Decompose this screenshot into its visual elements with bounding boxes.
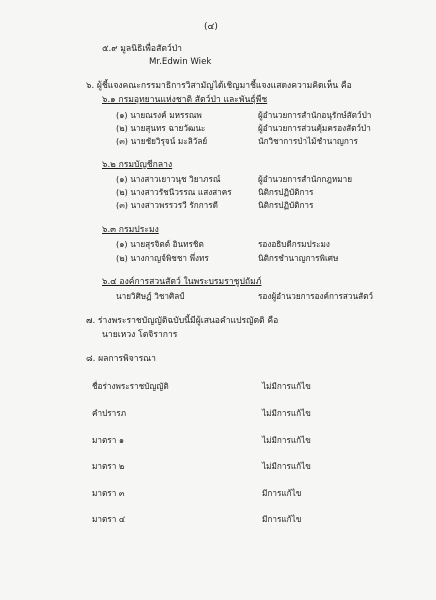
result-value: ไม่มีการแก้ไข	[262, 381, 311, 391]
result-value: ไม่มีการแก้ไข	[262, 461, 311, 471]
person-name: (๓) นายชัยวิรุจน์ มะลิวัลย์	[116, 136, 208, 146]
section-5-9-person: Mr.Edwin Wiek	[149, 57, 212, 67]
result-value: มีการแก้ไข	[262, 488, 302, 498]
person-position: ผู้อำนวยการส่วนคุ้มครองสัตว์ป่า	[258, 123, 371, 133]
section-7-heading: ๗. ร่างพระราชบัญญัติฉบับนี้มีผู้เสนอคำแปรญัตติ คือ	[86, 316, 279, 326]
section-5-9-title: ๕.๙ มูลนิธิเพื่อสัตว์ป่า	[102, 44, 183, 54]
result-item: คำปรารภ	[92, 408, 127, 418]
person-position: นักวิชาการป่าไม้ชำนาญการ	[258, 136, 358, 146]
result-item: มาตรา ๓	[92, 488, 125, 498]
result-value: ไม่มีการแก้ไข	[262, 408, 311, 418]
group-6-4-title: ๖.๔ องค์การสวนสัตว์ ในพระบรมราชูปถัมภ์	[102, 277, 262, 287]
person-position: รองอธิบดีกรมประมง	[258, 239, 330, 249]
person-name: (๑) นางสาวเยาวนุช วิยาภรณ์	[116, 174, 221, 184]
result-item: มาตรา ๑	[92, 435, 125, 445]
person-name: นายวิศิษฏ์ วิชาศิลป์	[116, 291, 185, 301]
person-position: ผู้อำนวยการสำนักอนุรักษ์สัตว์ป่า	[258, 110, 372, 120]
section-6-heading: ๖. ผู้ชี้แจงคณะกรรมาธิการวิสามัญได้เชิญมาชี้แจงแสดงความคิดเห็น คือ	[86, 81, 352, 91]
person-name: (๑) นายสุรจิตต์ อินทรชิต	[116, 239, 204, 249]
result-item: มาตรา ๒	[92, 461, 125, 471]
person-position: นิติกรปฏิบัติการ	[258, 187, 314, 197]
result-item: ชื่อร่างพระราชบัญญัติ	[92, 381, 169, 391]
group-6-2-title: ๖.๒ กรมบัญชีกลาง	[102, 160, 173, 170]
person-position: ผู้อำนวยการสำนักกฎหมาย	[258, 174, 353, 184]
person-name: (๑) นายณรงค์ มหรรณพ	[116, 110, 202, 120]
group-6-3-title: ๖.๓ กรมประมง	[102, 225, 159, 235]
person-name: (๒) นายสุนทร ฉายวัฒนะ	[116, 123, 206, 133]
person-position: รองผู้อำนวยการองค์การสวนสัตว์	[258, 291, 374, 301]
person-name: (๒) นางกาญจ์พิชชา พึ่งทร	[116, 253, 209, 263]
person-position: นิติกรชำนาญการพิเศษ	[258, 253, 339, 263]
group-6-1-title: ๖.๑ กรมอุทยานแห่งชาติ สัตว์ป่า และพันธุ์พืช	[102, 95, 268, 105]
person-position: นิติกรปฏิบัติการ	[258, 200, 314, 210]
section-8-heading: ๘. ผลการพิจารณา	[86, 354, 156, 364]
section-7-person: นายเหวง โตจิราการ	[102, 330, 178, 340]
person-name: (๒) นางสาวรัชนีวรรณ แสงสาคร	[116, 187, 232, 197]
result-value: ไม่มีการแก้ไข	[262, 435, 311, 445]
result-item: มาตรา ๔	[92, 514, 126, 524]
person-name: (๓) นางสาวพรรวรวี รักการดี	[116, 200, 218, 210]
page-number: (๔)	[204, 22, 218, 32]
result-value: มีการแก้ไข	[262, 514, 302, 524]
